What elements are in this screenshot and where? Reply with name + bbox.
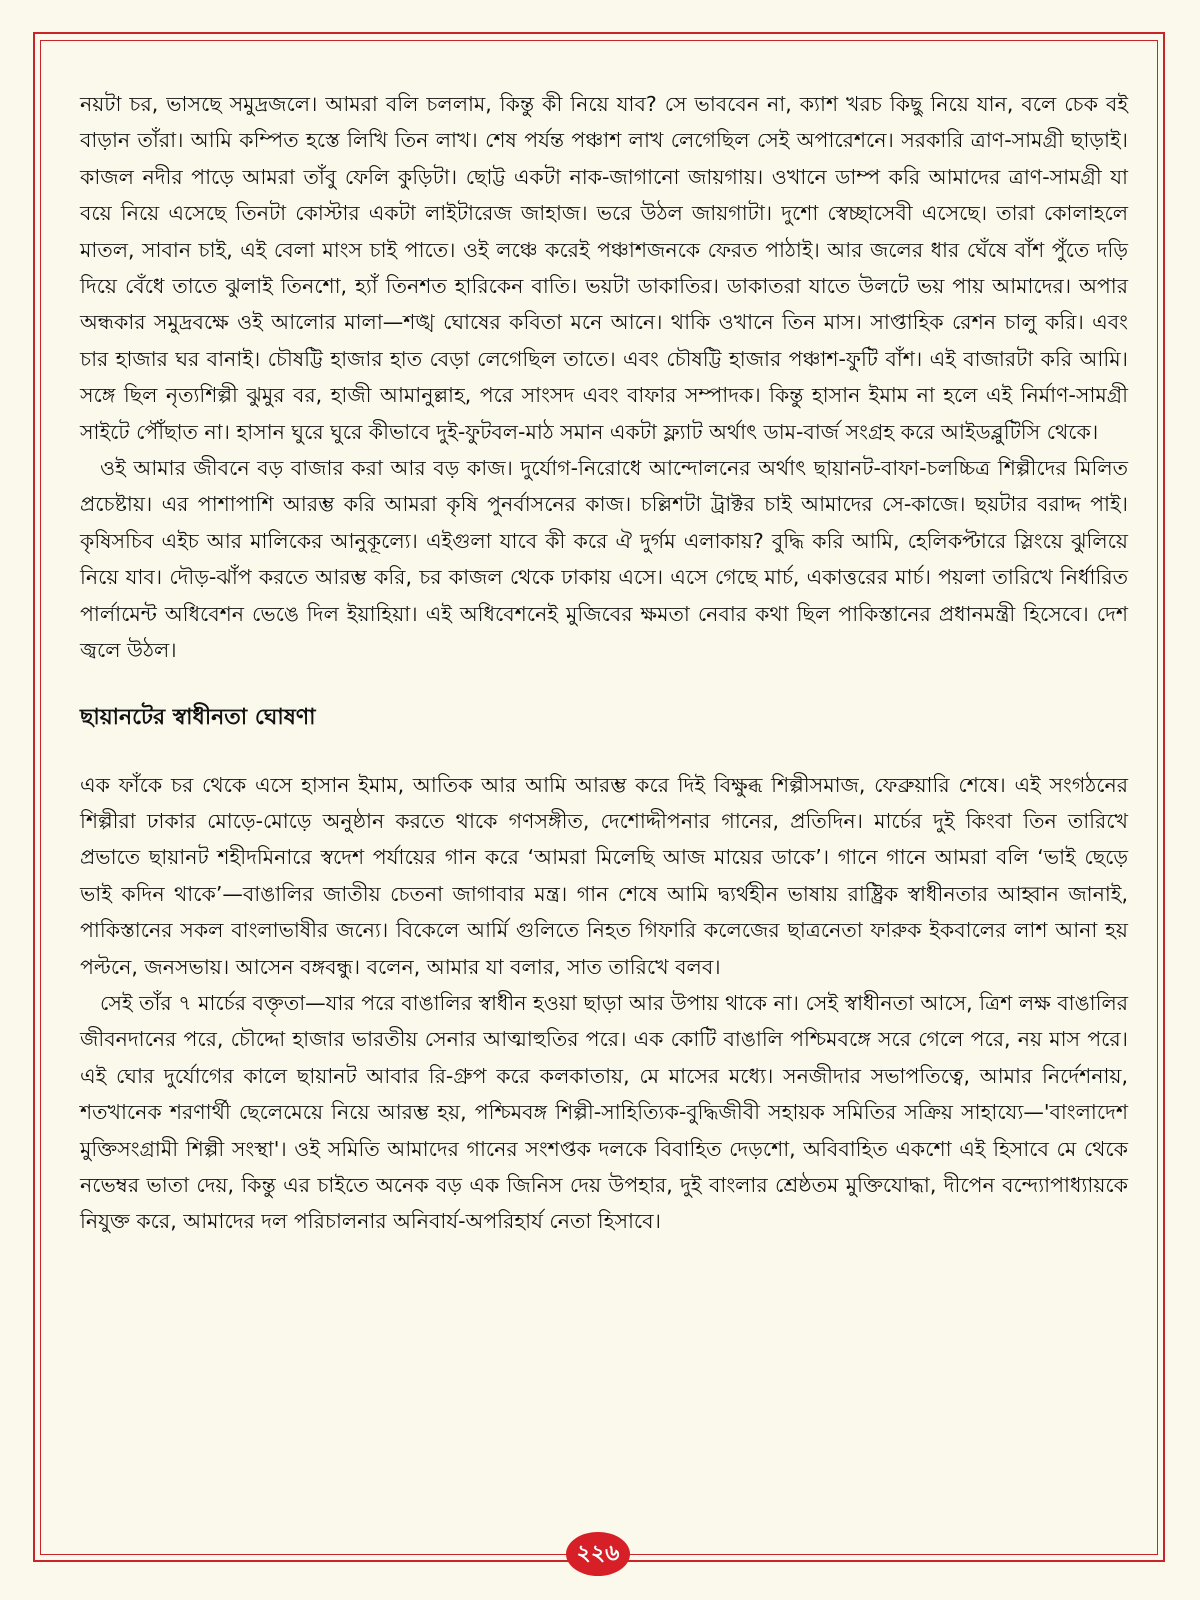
body-paragraph: এক ফাঁকে চর থেকে এসে হাসান ইমাম, আতিক আর আমি আরম্ভ করে দিই বিক্ষুব্ধ শিল্পীসমাজ, ফেব্রুয়ারি শেষে। এই সংগঠনের শিল্পীরা ঢাকার মোড়ে-মোড়ে অনুষ্ঠান করতে থাকে গণসঙ্গীত, দেশোদ্দীপনার গানের, প্রতিদিন। মার্চের দুই কিংবা তিন তারিখে প্রভাতে ছায়ানট শহীদমিনারে স্বদেশ পর্যায়ের গান করে ‘আমরা মিলেছি আজ মায়ের ডাকে’। গানে গানে আমরা বলি ‘ভাই ছেড়ে ভাই কদিন থাকে’—বাঙালির জাতীয় চেতনা জাগাবার মন্ত্র। গান শেষে আমি দ্ব্যর্থহীন ভাষায় রাষ্ট্রিক স্বাধীনতার আহ্বান জানাই, পাকিস্তানের সকল বাংলাভাষীর জন্যে। বিকেলে আর্মি গুলিতে নিহত গিফারি কলেজের ছাত্রনেতা ফারুক ইকবালের লাশ আনা হয় পল্টনে, জনসভায়। আসেন বঙ্গবন্ধু। বলেন, আমার যা বলার, সাত তারিখে বলব। [80,772,1128,979]
body-paragraph: নয়টা চর, ভাসছে সমুদ্রজলে। আমরা বলি চললাম, কিন্তু কী নিয়ে যাব? সে ভাববেন না, ক্যাশ খরচ কিছু নিয়ে যান, বলে চেক বই বাড়ান তাঁরা। আমি কম্পিত হস্তে লিখি তিন লাখ। শেষ পর্যন্ত পঞ্চাশ লাখ লেগেছিল সেই অপারেশনে। সরকারি ত্রাণ-সামগ্রী ছাড়াই। কাজল নদীর পাড়ে আমরা তাঁবু ফেলি কুড়িটা। ছোট্ট একটা নাক-জাগানো জায়গায়। ওখানে ডাম্প করি আমাদের ত্রাণ-সামগ্রী যা বয়ে নিয়ে এসেছে তিনটা কোস্টার একটা লাইটারেজ জাহাজ। ভরে উঠল জায়গাটা। দুশো স্বেচ্ছাসেবী এসেছে। তারা কোলাহলে মাতল, সাবান চাই, এই বেলা মাংস চাই পাতে। ওই লঞ্চে করেই পঞ্চাশজনকে ফেরত পাঠাই। আর জলের ধার ঘেঁষে বাঁশ পুঁতে দড়ি দিয়ে বেঁধে তাতে ঝুলাই তিনশো, হ্যাঁ তিনশত হারিকেন বাতি। ভয়টা ডাকাতির। ডাকাতরা যাতে উলটে ভয় পায় আমাদের। অপার অন্ধকার সমুদ্রবক্ষে ওই আলোর মালা—শঙ্খ ঘোষের কবিতা মনে আনে। থাকি ওখানে তিন মাস। সাপ্তাহিক রেশন চালু করি। এবং চার হাজার ঘর বানাই। চৌষট্টি হাজার হাত বেড়া লেগেছিল তাতে। এবং চৌষট্টি হাজার পঞ্চাশ-ফুটি বাঁশ। এই বাজারটা করি আমি। সঙ্গে ছিল নৃত্যশিল্পী ঝুমুর বর, হাজী আমানুল্লাহ, পরে সাংসদ এবং বাফার সম্পাদক। কিন্তু হাসান ইমাম না হলে এই নির্মাণ-সামগ্রী সাইটে পৌঁছাত না। হাসান ঘুরে ঘুরে কীভাবে দুই-ফুটবল-মাঠ সমান একটা ফ্ল্যাট অর্থাৎ ডাম-বার্জ সংগ্রহ করে আইডব্লুটিসি থেকে। [80,92,1128,444]
body-paragraph: সেই তাঁর ৭ মার্চের বক্তৃতা—যার পরে বাঙালির স্বাধীন হওয়া ছাড়া আর উপায় থাকে না। সেই স্বাধীনতা আসে, ত্রিশ লক্ষ বাঙালির জীবনদানের পরে, চৌদ্দো হাজার ভারতীয় সেনার আত্মাহুতির পরে। এক কোটি বাঙালি পশ্চিমবঙ্গে সরে গেলে পরে, নয় মাস পরে। এই ঘোর দুর্যোগের কালে ছায়ানট আবার রি-গ্রুপ করে কলকাতায়, মে মাসের মধ্যে। সনজীদার সভাপতিত্বে, আমার নির্দেশনায়, শতখানেক শরণার্থী ছেলেমেয়ে নিয়ে আরম্ভ হয়, পশ্চিমবঙ্গ শিল্পী-সাহিত্যিক-বুদ্ধিজীবী সহায়ক সমিতির সক্রিয় সাহায্যে—'বাংলাদেশ মুক্তিসংগ্রামী শিল্পী সংস্থা'। ওই সমিতি আমাদের গানের সংশপ্তক দলকে বিবাহিত দেড়শো, অবিবাহিত একশো এই হিসাবে মে থেকে নভেম্বর ভাতা দেয়, কিন্তু এর চাইতে অনেক বড় এক জিনিস দেয় উপহার, দুই বাংলার শ্রেষ্ঠতম মুক্তিযোদ্ধা, দীপেন বন্দ্যোপাধ্যায়কে নিযুক্ত করে, আমাদের দল পরিচালনার অনিবার্য-অপরিহার্য নেতা হিসাবে। [80,990,1128,1234]
section-heading: ছায়ানটের স্বাধীনতা ঘোষণা [80,704,316,730]
body-paragraph: ওই আমার জীবনে বড় বাজার করা আর বড় কাজ। দুর্যোগ-নিরোধে আন্দোলনের অর্থাৎ ছায়ানট-বাফা-চলচ্চিত্র শিল্পীদের মিলিত প্রচেষ্টায়। এর পাশাপাশি আরম্ভ করি আমরা কৃষি পুনর্বাসনের কাজ। চল্লিশটা ট্রাক্টর চাই আমাদের সে-কাজে। ছয়টার বরাদ্দ পাই। কৃষিসচিব এইচ আর মালিকের আনুকূল্যে। এইগুলা যাবে কী করে ঐ দুর্গম এলাকায়? বুদ্ধি করি আমি, হেলিকপ্টারে স্লিংয়ে ঝুলিয়ে নিয়ে যাব। দৌড়-ঝাঁপ করতে আরম্ভ করি, চর কাজল থেকে ঢাকায় এসে। এসে গেছে মার্চ, একাত্তরের মার্চ। পয়লা তারিখে নির্ধারিত পার্লামেন্ট অধিবেশন ভেঙে দিল ইয়াহিয়া। এই অধিবেশনেই মুজিবের ক্ষমতা নেবার কথা ছিল পাকিস্তানের প্রধানমন্ত্রী হিসেবে। দেশ জ্বলে উঠল। [80,456,1128,663]
page-body [80,86,1128,1240]
page-number-badge: ২২৬ [566,1532,630,1576]
